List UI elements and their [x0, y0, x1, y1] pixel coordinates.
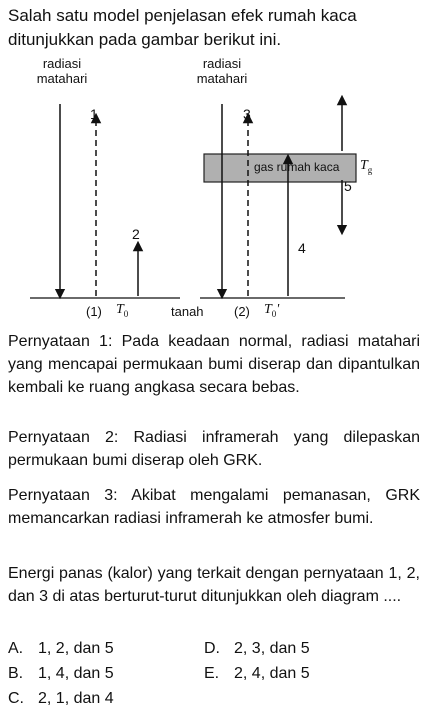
option-d-key: D. — [204, 640, 220, 657]
statement-1: Pernyataan 1: Pada keadaan normal, radiasi matahari yang mencapai permukaan bumi diserap dan dipantulkan kembali ke ruang angkasa secara bebas. — [8, 333, 420, 396]
t0-symbol: T — [116, 302, 124, 317]
option-a[interactable] — [8, 640, 114, 658]
arrow-5-label: 5 — [344, 178, 352, 194]
panel-2-label: (2) — [234, 304, 250, 319]
arrow-2-label: 2 — [132, 226, 140, 242]
t0-prime-mark: ' — [276, 302, 280, 317]
ground-label: tanah — [171, 304, 204, 319]
option-b-key: B. — [8, 665, 24, 682]
tg-symbol: T — [360, 158, 368, 173]
right-radiation-label-text: radiasi matahari — [196, 56, 248, 86]
statement-3: Pernyataan 3: Akibat mengalami pemanasan, GRK memancarkan radiasi inframerah ke atmosfer bumi. — [8, 487, 420, 527]
option-a-text: 1, 2, dan 5 — [38, 640, 114, 657]
t0-prime-label — [264, 302, 279, 319]
option-b-text: 1, 4, dan 5 — [38, 665, 114, 682]
t0-label — [116, 302, 128, 319]
question-text: Energi panas (kalor) yang terkait dengan pernyataan 1, 2, dan 3 di atas berturut-turut ditunjukkan oleh diagram .... — [8, 565, 420, 605]
option-e-text: 2, 4, dan 5 — [234, 665, 310, 682]
statement-2: Pernyataan 2: Radiasi inframerah yang dilepaskan permukaan bumi diserap oleh GRK. — [8, 429, 420, 469]
arrow-3-label: 3 — [243, 106, 251, 122]
t0-prime-sub: 0 — [271, 308, 277, 319]
option-c-key: C. — [8, 690, 24, 707]
question-intro: Salah satu model penjelasan efek rumah kaca ditunjukkan pada gambar berikut ini. — [8, 6, 357, 49]
option-b[interactable] — [8, 665, 114, 683]
option-d[interactable] — [204, 640, 310, 658]
left-radiation-label — [22, 56, 102, 86]
option-c-text: 2, 1, dan 4 — [38, 690, 114, 707]
tg-label — [360, 158, 372, 175]
left-radiation-label-text: radiasi matahari — [36, 56, 88, 86]
option-e[interactable] — [204, 665, 310, 683]
option-c[interactable] — [8, 690, 114, 708]
arrow-1-label: 1 — [90, 106, 98, 122]
greenhouse-diagram — [0, 54, 429, 324]
greenhouse-gas-label: gas rumah kaca — [254, 160, 340, 174]
option-d-text: 2, 3, dan 5 — [234, 640, 310, 657]
diagram-drawing — [0, 54, 429, 324]
right-radiation-label — [182, 56, 262, 86]
option-a-key: A. — [8, 640, 24, 657]
option-e-key: E. — [204, 665, 220, 682]
tg-sub: g — [367, 164, 373, 175]
panel-1-label: (1) — [86, 304, 102, 319]
arrow-4-label: 4 — [298, 240, 306, 256]
t0-sub: 0 — [123, 308, 129, 319]
t0-prime-symbol: T — [264, 302, 272, 317]
